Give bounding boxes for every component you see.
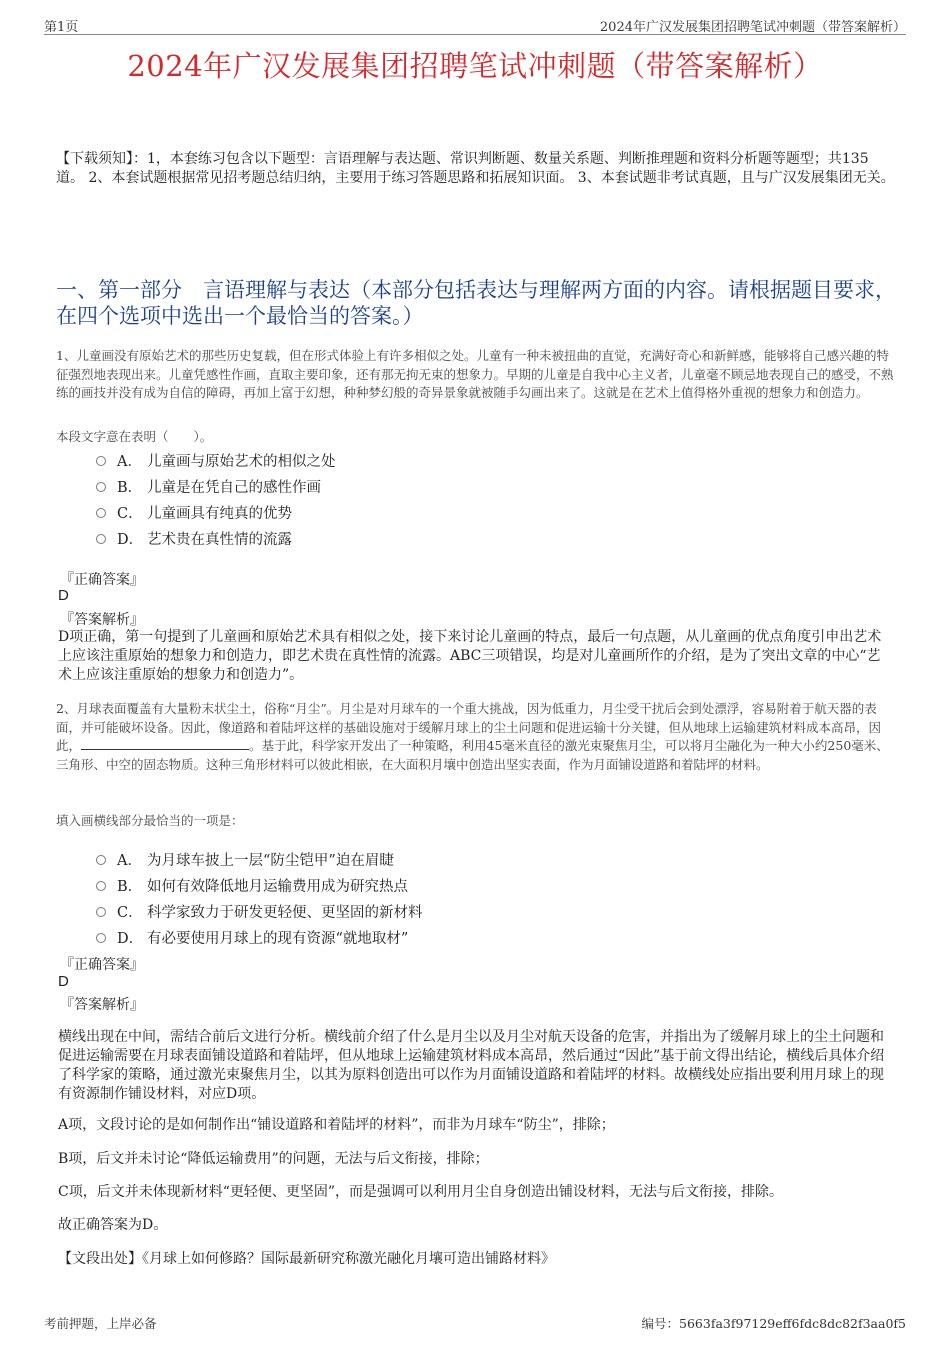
option-letter: A． — [117, 454, 142, 470]
question-1-option-b[interactable] — [96, 476, 321, 497]
question-1-stem: 1、儿童画没有原始艺术的那些历史复载，但在形式体验上有许多相似之处。儿童有一种未被扭曲的直觉，充满好奇心和新鲜感，能够将自己感兴趣的特征强烈地表现出来。儿童凭感性作画，直取主要印象，还有那无拘无束的想象力。早期的儿童是自我中心主义者，儿童毫不顾忌地表现自己的感受，不熟练的画技并没有成为自信的障碍，再加上富于幻想，种种梦幻般的奇异景象就被随手勾画出来了。这就是在艺术上值得格外重视的想象力和创造力。 — [56, 348, 894, 400]
question-2-source: 【文段出处】《月球上如何修路？国际最新研究称激光融化月壤可造出铺路材料》 — [58, 1251, 555, 1267]
question-1-option-c[interactable] — [96, 502, 292, 523]
page-title: 2024年广汉发展集团招聘笔试冲刺题（带答案解析） — [127, 49, 823, 83]
question-2-analysis-a: A项，文段讨论的是如何制作出“铺设道路和着陆坪的材料”，而非为月球车“防尘”，排除； — [58, 1117, 615, 1133]
radio-icon[interactable] — [96, 508, 106, 518]
option-text: 有必要使用月球上的现有资源“就地取材” — [147, 931, 409, 947]
option-text: 为月球车披上一层“防尘铠甲”迫在眉睫 — [147, 853, 394, 869]
question-2-analysis-b: B项，后文并未讨论“降低运输费用”的问题，无法与后文衔接，排除； — [58, 1151, 489, 1167]
option-letter: C． — [117, 506, 143, 522]
question-2-analysis-label: 『答案解析』 — [60, 997, 144, 1013]
question-2-answer: D — [58, 973, 69, 990]
radio-icon[interactable] — [96, 881, 106, 891]
question-1-analysis-label: 『答案解析』 — [60, 612, 144, 628]
fill-blank-line — [81, 737, 249, 750]
option-text: 儿童画与原始艺术的相似之处 — [147, 454, 336, 470]
header-divider — [44, 34, 906, 35]
option-text: 儿童画具有纯真的优势 — [147, 506, 292, 522]
question-2-option-c[interactable] — [96, 901, 423, 922]
option-text: 艺术贵在真性情的流露 — [147, 532, 292, 548]
radio-icon[interactable] — [96, 456, 106, 466]
question-2-correct-label: 『正确答案』 — [60, 957, 144, 973]
download-notice: 【下载须知】：1，本套练习包含以下题型：言语理解与表达题、常识判断题、数量关系题、判断推理题和资料分析题等题型；共135道。 2、本套试题根据常见招考题总结归纳，主要用于练习答题思路和拓展知识面。 3、本套试题非考试真题，且与广汉发展集团无关。 — [56, 151, 895, 186]
question-1-answer: D — [58, 587, 69, 604]
radio-icon[interactable] — [96, 855, 106, 865]
option-letter: A． — [117, 853, 142, 869]
radio-icon[interactable] — [96, 907, 106, 917]
option-letter: C． — [117, 905, 143, 921]
question-2-analysis-c: C项，后文并未体现新材料“更轻便、更坚固”，而是强调可以利用月尘自身创造出铺设材料，无法与后文衔接，排除。 — [58, 1184, 784, 1200]
option-text: 儿童是在凭自己的感性作画 — [147, 480, 321, 496]
option-letter: B． — [117, 480, 143, 496]
question-2-option-a[interactable] — [96, 849, 394, 870]
question-2-prompt: 填入画横线部分最恰当的一项是： — [56, 813, 244, 828]
section-heading: 一、第一部分 言语理解与表达（本部分包括表达与理解两方面的内容。请根据题目要求，在四个选项中选出一个最恰当的答案。） — [56, 278, 896, 328]
question-2-option-d[interactable] — [96, 927, 408, 948]
header-doc-title: 2024年广汉发展集团招聘笔试冲刺题（带答案解析） — [599, 20, 906, 35]
question-1-option-d[interactable] — [96, 528, 292, 549]
option-text: 如何有效降低地月运输费用成为研究热点 — [147, 879, 408, 895]
question-2-stem-after: 。基于此，科学家开发出了一种策略，利用45毫米直径的激光束聚焦月尘，可以将月尘融化为一种大小约250毫米、三角形、中空的固态物质。这种三角形材料可以彼此相嵌，在大面积月壤中创造出坚实表面，作为月面铺设道路和着陆坪的材料。 — [56, 738, 889, 772]
footer-doc-id: 编号：5663fa3f97129eff6fdc8dc82f3aa0f5 — [641, 1316, 906, 1331]
radio-icon[interactable] — [96, 933, 106, 943]
question-1-analysis: D项正确，第一句提到了儿童画和原始艺术具有相似之处，接下来讨论儿童画的特点，最后一句点题，从儿童画的优点角度引申出艺术上应该注重原始的想象力和创造力，即艺术贵在真性情的流露。ABC三项错误，均是对儿童画所作的介绍，是为了突出文章的中心“艺术上应该注重原始的想象力和创造力”。 — [58, 629, 882, 683]
radio-icon[interactable] — [96, 482, 106, 492]
question-2-stem — [56, 700, 896, 774]
question-2-option-b[interactable] — [96, 875, 408, 896]
question-1-correct-label: 『正确答案』 — [60, 572, 144, 588]
question-2-conclusion: 故正确答案为D。 — [58, 1217, 168, 1233]
page-number: 第1页 — [44, 20, 79, 35]
question-2-analysis-main: 横线出现在中间，需结合前后文进行分析。横线前介绍了什么是月尘以及月尘对航天设备的危害，并指出为了缓解月球上的尘土问题和促进运输需要在月球表面铺设道路和着陆坪，但从地球上运输建筑材料成本高昂，然后通过“因此”基于前文得出结论，横线后具体介绍了科学家的策略，通过激光束聚焦月尘，以其为原料创造出可以作为月面铺设道路和着陆坪的材料。故横线处应指出要利用月球上的现有资源制作铺设材料，对应D项。 — [58, 1029, 885, 1102]
question-1-prompt: 本段文字意在表明（ ）。 — [56, 429, 213, 444]
option-letter: B． — [117, 879, 143, 895]
radio-icon[interactable] — [96, 534, 106, 544]
footer-slogan: 考前押题，上岸必备 — [44, 1316, 157, 1331]
option-text: 科学家致力于研发更轻便、更坚固的新材料 — [147, 905, 423, 921]
question-2-stem-before: 2、月球表面覆盖有大量粉末状尘土，俗称“月尘”。月尘是对月球车的一个重大挑战，因为低重力，月尘受干扰后会到处漂浮，容易附着于航天器的表面，并可能破坏设备。因此，像道路和着陆坪这样的基础设施对于缓解月球上的尘土问题和促进运输十分关键，但从地球上运输建筑材料成本高昂，因此， — [56, 701, 882, 753]
option-letter: D． — [117, 931, 144, 947]
option-letter: D． — [117, 532, 144, 548]
question-1-option-a[interactable] — [96, 450, 336, 471]
